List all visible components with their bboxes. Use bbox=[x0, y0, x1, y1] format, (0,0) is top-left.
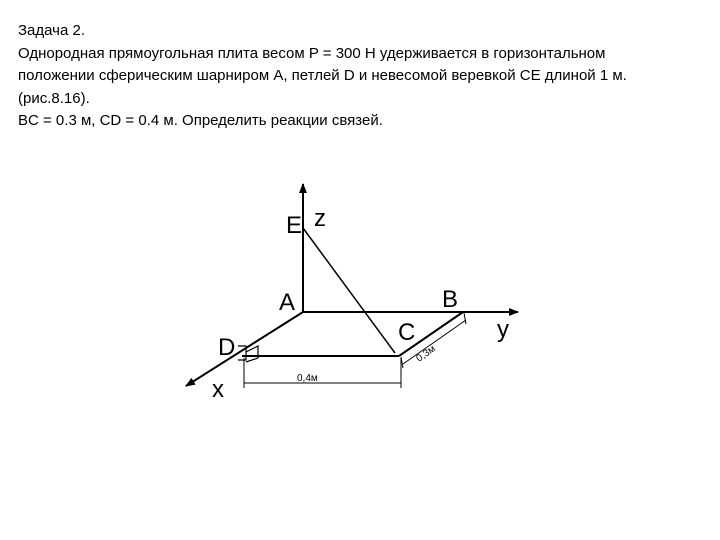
label-x: x bbox=[212, 376, 224, 403]
problem-line-4: BC = 0.3 м, CD = 0.4 м. Определить реакции связей. bbox=[18, 112, 383, 129]
dim-bc-label: 0,3м bbox=[414, 343, 438, 365]
dim-bc-ext-top bbox=[464, 313, 466, 324]
loop-d-icon bbox=[238, 346, 258, 362]
problem-heading: Задача 2. bbox=[18, 22, 86, 39]
label-c: C bbox=[398, 319, 416, 346]
label-a: A bbox=[279, 289, 296, 316]
problem-line-3: (рис.8.16). bbox=[18, 89, 90, 107]
label-y: y bbox=[497, 316, 509, 343]
label-d: D bbox=[218, 334, 236, 361]
label-b: B bbox=[442, 286, 459, 313]
label-e: E bbox=[286, 212, 303, 239]
label-z: z bbox=[314, 205, 326, 232]
rope-ce bbox=[303, 228, 395, 353]
problem-line-2: положении сферическим шарниром A, петлей D и невесомой веревкой CE длиной 1 м. bbox=[18, 67, 627, 84]
dim-cd-label: 0,4м bbox=[297, 373, 318, 384]
problem-line-1: Однородная прямоугольная плита весом P = 300 Н удерживается в горизонтальном bbox=[18, 44, 606, 62]
